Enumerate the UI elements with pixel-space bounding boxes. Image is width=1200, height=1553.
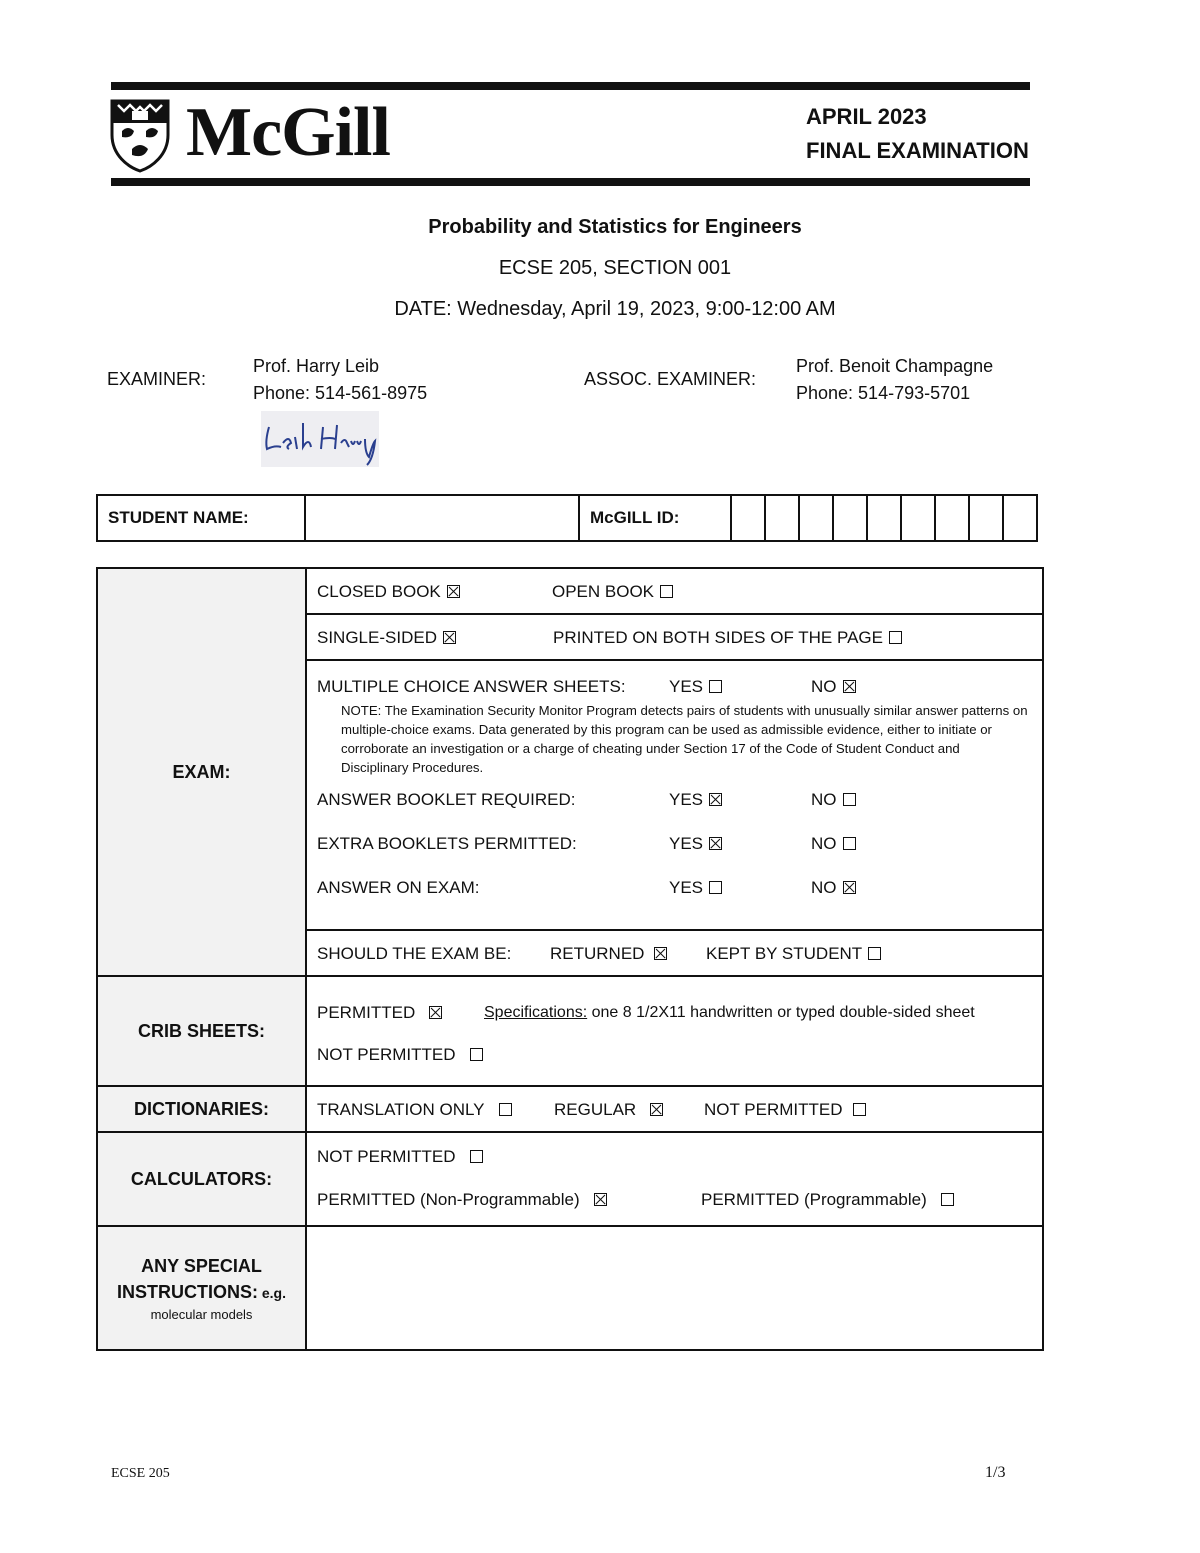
calc-prog-checkbox[interactable]	[941, 1193, 954, 1206]
mcgill-id-digit[interactable]	[799, 495, 833, 541]
exam-period: APRIL 2023	[806, 104, 927, 129]
single-sided-checkbox[interactable]	[443, 631, 456, 644]
header-top-rule	[111, 82, 1030, 90]
student-info-table	[96, 494, 1038, 542]
calc-not-permitted-checkbox[interactable]	[470, 1150, 483, 1163]
calc-not-permitted-label: NOT PERMITTED	[317, 1147, 456, 1166]
mcgill-id-digit[interactable]	[1003, 495, 1037, 541]
extra-yes-label: YES	[669, 834, 704, 853]
crib-section-label: CRIB SHEETS:	[97, 976, 306, 1086]
answer-sheets-cell	[306, 660, 1043, 930]
mcgill-id-digit[interactable]	[969, 495, 1003, 541]
security-note: NOTE: The Examination Security Monitor Program detects pairs of students with unusually similar answer patterns on multiple-choice exams. Data generated by this program can be used as admissible evidence, either to initiate or corroborate an investigation or a charge of cheating under Section 17 of the Code of Student Conduct and Disciplinary Procedures.	[341, 703, 1028, 775]
calculators-cell	[306, 1132, 1043, 1226]
examiner-phone: Phone: 514-561-8975	[253, 383, 428, 403]
special-line-3: e.g.	[257, 1284, 286, 1301]
answer-yes-label: YES	[669, 878, 704, 897]
crib-spec-label: Specifications:	[484, 1004, 588, 1021]
mcgill-id-digit[interactable]	[765, 495, 799, 541]
examiner-label: EXAMINER:	[107, 369, 207, 389]
both-sides-label: PRINTED ON BOTH SIDES OF THE PAGE	[553, 628, 883, 647]
should-be-label: SHOULD THE EXAM BE:	[317, 944, 512, 963]
extra-no-checkbox[interactable]	[843, 837, 856, 850]
dictionaries-cell	[306, 1086, 1043, 1132]
answer-no-label: NO	[811, 878, 837, 897]
extra-yes-checkbox[interactable]	[709, 837, 722, 850]
course-title: Probability and Statistics for Engineers	[428, 216, 802, 238]
regular-checkbox[interactable]	[650, 1103, 663, 1116]
calc-prog-label: PERMITTED (Programmable)	[701, 1190, 927, 1209]
mcgill-id-digit[interactable]	[935, 495, 969, 541]
assoc-examiner-phone: Phone: 514-793-5701	[796, 383, 971, 403]
closed-book-checkbox[interactable]	[447, 585, 460, 598]
mcgill-crest-icon	[108, 97, 172, 173]
returned-checkbox[interactable]	[654, 947, 667, 960]
booklet-required-label: ANSWER BOOKLET REQUIRED:	[317, 790, 576, 809]
mc-sheets-label: MULTIPLE CHOICE ANSWER SHEETS:	[317, 677, 626, 696]
mc-yes-label: YES	[669, 677, 704, 696]
booklet-yes-checkbox[interactable]	[709, 793, 722, 806]
exam-section-label: EXAM:	[97, 568, 306, 976]
closed-book-label: CLOSED BOOK	[317, 582, 441, 601]
assoc-examiner-label: ASSOC. EXAMINER:	[584, 369, 757, 389]
exam-header	[806, 100, 1029, 168]
header-bottom-rule	[111, 178, 1030, 186]
translation-checkbox[interactable]	[499, 1103, 512, 1116]
dictionaries-section-label: DICTIONARIES:	[97, 1086, 306, 1132]
examiner-name: Prof. Harry Leib	[253, 356, 380, 376]
booklet-no-checkbox[interactable]	[843, 793, 856, 806]
calc-non-prog-checkbox[interactable]	[594, 1193, 607, 1206]
answer-no-checkbox[interactable]	[843, 881, 856, 894]
answer-yes-checkbox[interactable]	[709, 881, 722, 894]
crib-permitted-checkbox[interactable]	[429, 1006, 442, 1019]
footer-course: ECSE 205	[111, 1466, 170, 1481]
booklet-yes-label: YES	[669, 790, 704, 809]
translation-label: TRANSLATION ONLY	[317, 1100, 485, 1119]
crib-not-permitted-checkbox[interactable]	[470, 1048, 483, 1061]
crib-not-permitted-label: NOT PERMITTED	[317, 1045, 456, 1064]
return-row	[306, 930, 1043, 976]
exam-instructions-table	[96, 567, 1044, 1351]
exam-type: FINAL EXAMINATION	[806, 138, 1029, 163]
student-name-field[interactable]	[305, 495, 579, 541]
sides-row	[306, 614, 1043, 660]
returned-label: RETURNED	[550, 944, 645, 963]
course-code: ECSE 205, SECTION 001	[498, 257, 732, 279]
student-name-label: STUDENT NAME:	[97, 495, 305, 541]
mc-yes-checkbox[interactable]	[709, 680, 722, 693]
mcgill-id-label: McGILL ID:	[579, 495, 731, 541]
booklet-no-label: NO	[811, 790, 837, 809]
crib-cell	[306, 976, 1043, 1086]
extra-no-label: NO	[811, 834, 837, 853]
mc-no-label: NO	[811, 677, 837, 696]
mcgill-id-digit[interactable]	[833, 495, 867, 541]
assoc-examiner-name: Prof. Benoit Champagne	[796, 356, 994, 376]
mc-no-checkbox[interactable]	[843, 680, 856, 693]
special-instructions-label	[97, 1226, 306, 1350]
extra-booklets-label: EXTRA BOOKLETS PERMITTED:	[317, 834, 577, 853]
special-line-4: molecular models	[150, 1306, 253, 1322]
calculators-section-label: CALCULATORS:	[97, 1132, 306, 1226]
crib-spec-text: one 8 1/2X11 handwritten or typed double-sided sheet	[587, 1004, 975, 1021]
calc-non-prog-label: PERMITTED (Non-Programmable)	[317, 1190, 580, 1209]
examiner-signature	[261, 411, 379, 467]
footer-page: 1/3	[985, 1464, 1006, 1481]
dict-not-permitted-label: NOT PERMITTED	[704, 1100, 843, 1119]
open-book-label: OPEN BOOK	[552, 582, 655, 601]
book-row	[306, 568, 1043, 614]
special-instructions-field[interactable]	[306, 1226, 1043, 1350]
single-sided-label: SINGLE-SIDED	[317, 628, 437, 647]
kept-checkbox[interactable]	[868, 947, 881, 960]
mcgill-id-digit[interactable]	[867, 495, 901, 541]
mcgill-id-digit[interactable]	[901, 495, 935, 541]
regular-label: REGULAR	[554, 1100, 637, 1119]
special-line-1: ANY SPECIAL	[141, 1255, 262, 1276]
exam-date: DATE: Wednesday, April 19, 2023, 9:00-12:00 AM	[394, 298, 836, 320]
crib-permitted-label: PERMITTED	[317, 1003, 416, 1022]
both-sides-checkbox[interactable]	[889, 631, 902, 644]
special-line-2: INSTRUCTIONS:	[116, 1281, 258, 1302]
mcgill-wordmark: McGill	[186, 94, 390, 171]
dict-not-permitted-checkbox[interactable]	[853, 1103, 866, 1116]
kept-label: KEPT BY STUDENT	[706, 944, 863, 963]
mcgill-id-digit[interactable]	[731, 495, 765, 541]
answer-on-exam-label: ANSWER ON EXAM:	[317, 878, 480, 897]
open-book-checkbox[interactable]	[660, 585, 673, 598]
